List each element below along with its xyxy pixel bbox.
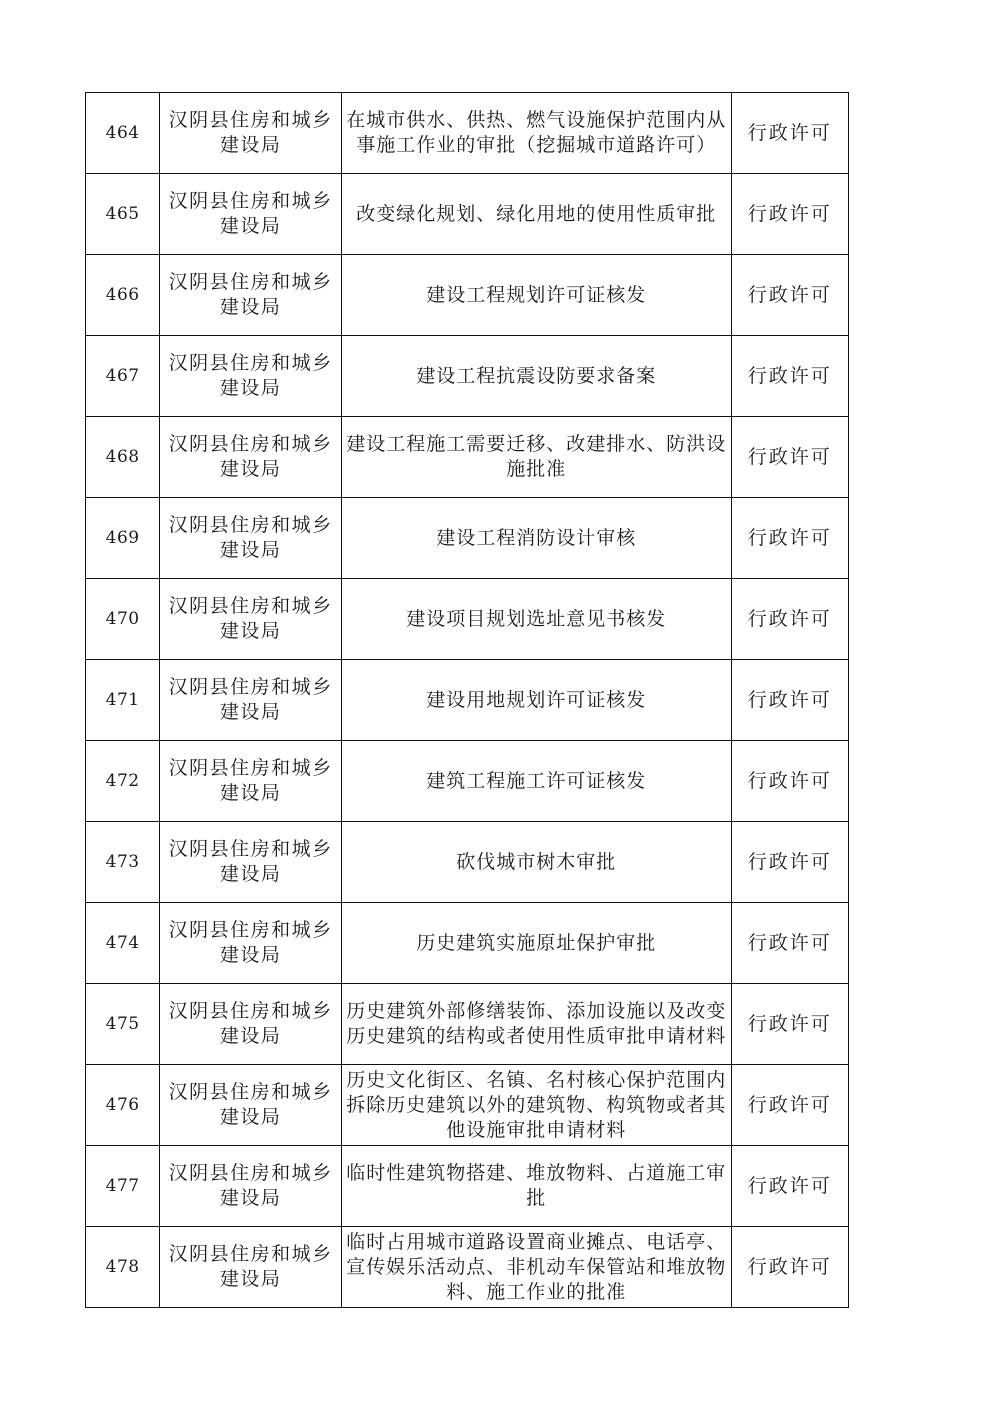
item-type: 行政许可 <box>731 741 848 822</box>
department-name: 汉阴县住房和城乡建设局 <box>160 1065 342 1146</box>
table-row <box>86 498 849 579</box>
item-name: 临时占用城市道路设置商业摊点、电话亭、宣传娱乐活动点、非机动车保管站和堆放物料、施工作业的批准 <box>341 1227 731 1308</box>
item-name: 临时性建筑物搭建、堆放物料、占道施工审批 <box>341 1146 731 1227</box>
row-number: 475 <box>86 984 160 1065</box>
item-type: 行政许可 <box>731 1146 848 1227</box>
department-name: 汉阴县住房和城乡建设局 <box>160 660 342 741</box>
department-name: 汉阴县住房和城乡建设局 <box>160 822 342 903</box>
department-name: 汉阴县住房和城乡建设局 <box>160 93 342 174</box>
item-type: 行政许可 <box>731 417 848 498</box>
item-type: 行政许可 <box>731 255 848 336</box>
row-number: 469 <box>86 498 160 579</box>
item-type: 行政许可 <box>731 336 848 417</box>
item-name: 历史建筑实施原址保护审批 <box>341 903 731 984</box>
table-row <box>86 903 849 984</box>
item-name: 建设工程规划许可证核发 <box>341 255 731 336</box>
department-name: 汉阴县住房和城乡建设局 <box>160 579 342 660</box>
row-number: 477 <box>86 1146 160 1227</box>
department-name: 汉阴县住房和城乡建设局 <box>160 336 342 417</box>
row-number: 467 <box>86 336 160 417</box>
row-number: 476 <box>86 1065 160 1146</box>
department-name: 汉阴县住房和城乡建设局 <box>160 984 342 1065</box>
row-number: 478 <box>86 1227 160 1308</box>
row-number: 472 <box>86 741 160 822</box>
row-number: 466 <box>86 255 160 336</box>
item-name: 建设项目规划选址意见书核发 <box>341 579 731 660</box>
department-name: 汉阴县住房和城乡建设局 <box>160 741 342 822</box>
item-type: 行政许可 <box>731 903 848 984</box>
item-type: 行政许可 <box>731 174 848 255</box>
table-row <box>86 336 849 417</box>
item-name: 建设工程施工需要迁移、改建排水、防洪设施批准 <box>341 417 731 498</box>
table-row <box>86 1146 849 1227</box>
table-row <box>86 93 849 174</box>
item-type: 行政许可 <box>731 1065 848 1146</box>
table-row <box>86 1065 849 1146</box>
item-name: 建设用地规划许可证核发 <box>341 660 731 741</box>
item-name: 建设工程抗震设防要求备案 <box>341 336 731 417</box>
row-number: 468 <box>86 417 160 498</box>
row-number: 474 <box>86 903 160 984</box>
item-type: 行政许可 <box>731 93 848 174</box>
item-name: 建筑工程施工许可证核发 <box>341 741 731 822</box>
table-row <box>86 255 849 336</box>
department-name: 汉阴县住房和城乡建设局 <box>160 174 342 255</box>
department-name: 汉阴县住房和城乡建设局 <box>160 498 342 579</box>
item-name: 在城市供水、供热、燃气设施保护范围内从事施工作业的审批（挖掘城市道路许可） <box>341 93 731 174</box>
item-type: 行政许可 <box>731 579 848 660</box>
department-name: 汉阴县住房和城乡建设局 <box>160 417 342 498</box>
item-name: 历史文化街区、名镇、名村核心保护范围内拆除历史建筑以外的建筑物、构筑物或者其他设施审批申请材料 <box>341 1065 731 1146</box>
department-name: 汉阴县住房和城乡建设局 <box>160 255 342 336</box>
item-type: 行政许可 <box>731 498 848 579</box>
row-number: 471 <box>86 660 160 741</box>
row-number: 473 <box>86 822 160 903</box>
item-name: 历史建筑外部修缮装饰、添加设施以及改变历史建筑的结构或者使用性质审批申请材料 <box>341 984 731 1065</box>
power-list-table <box>85 92 849 1308</box>
table-row <box>86 1227 849 1308</box>
table-row <box>86 660 849 741</box>
item-name: 砍伐城市树木审批 <box>341 822 731 903</box>
department-name: 汉阴县住房和城乡建设局 <box>160 1146 342 1227</box>
department-name: 汉阴县住房和城乡建设局 <box>160 1227 342 1308</box>
item-name: 建设工程消防设计审核 <box>341 498 731 579</box>
item-type: 行政许可 <box>731 1227 848 1308</box>
item-name: 改变绿化规划、绿化用地的使用性质审批 <box>341 174 731 255</box>
item-type: 行政许可 <box>731 660 848 741</box>
table-row <box>86 174 849 255</box>
table-row <box>86 579 849 660</box>
table-row <box>86 984 849 1065</box>
table-row <box>86 417 849 498</box>
row-number: 470 <box>86 579 160 660</box>
table-row <box>86 741 849 822</box>
department-name: 汉阴县住房和城乡建设局 <box>160 903 342 984</box>
row-number: 464 <box>86 93 160 174</box>
item-type: 行政许可 <box>731 822 848 903</box>
row-number: 465 <box>86 174 160 255</box>
item-type: 行政许可 <box>731 984 848 1065</box>
table-row <box>86 822 849 903</box>
